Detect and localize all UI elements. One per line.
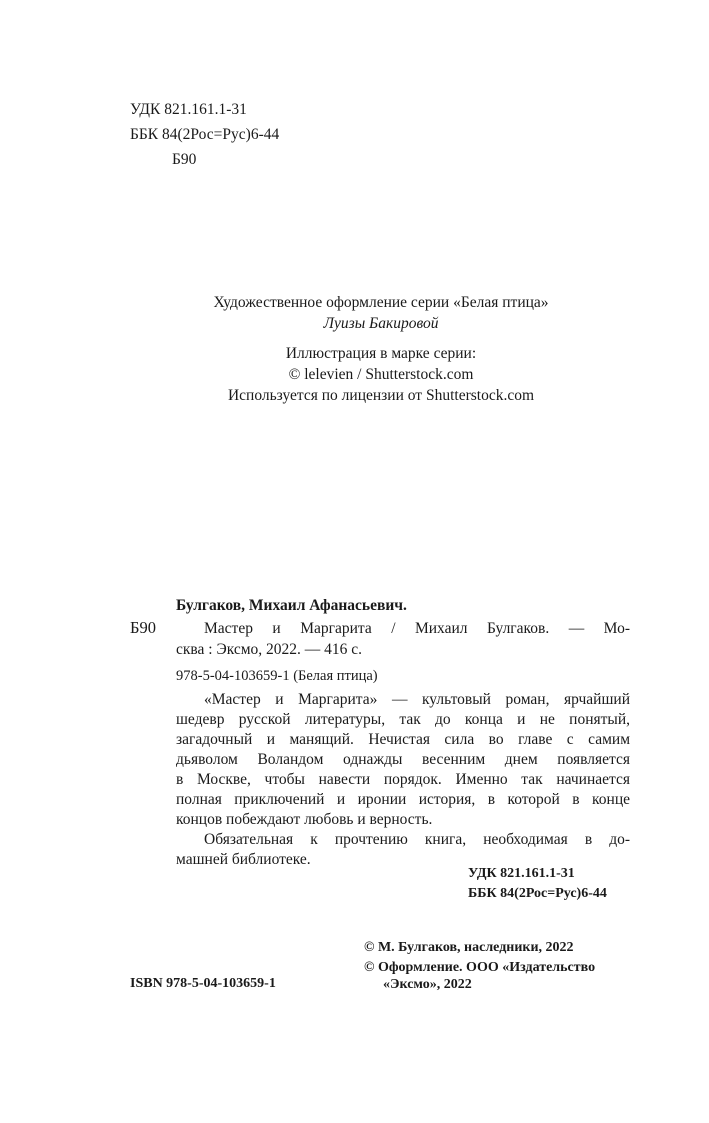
title-line-2: сква : Эксмо, 2022. — 416 с.	[176, 641, 363, 658]
copyright-author: © М. Булгаков, наследники, 2022	[364, 940, 574, 955]
annotation-line: дьяволом Воландом однажды весенним днем появляется	[176, 751, 630, 768]
author-mark: Б90	[130, 618, 156, 637]
designer-name: Луизы Бакировой	[323, 315, 439, 332]
annotation-line: шедевр русской литературы, так до конца и не понятый,	[176, 711, 630, 728]
annotation-line: концов побеждают любовь и верность.	[176, 811, 433, 828]
isbn-series: 978-5-04-103659-1 (Белая птица)	[176, 668, 378, 684]
recommendation-line-2: машней библиотеке.	[176, 851, 311, 868]
copyright-design: © Оформление. ООО «Издательство	[364, 960, 596, 975]
recommendation-line-1: Обязательная к прочтению книга, необходимая в до-	[204, 831, 630, 848]
annotation-line: «Мастер и Маргарита» — культовый роман, ярчайший	[204, 691, 630, 708]
title-line-1: Мастер и Маргарита / Михаил Булгаков. — Мо-	[204, 620, 630, 637]
author-heading: Булгаков, Михаил Афанасьевич.	[176, 597, 407, 614]
udk-code-top: УДК 821.161.1-31	[130, 101, 247, 118]
author-mark-top: Б90	[172, 151, 197, 168]
annotation-line: в Москве, чтобы навести порядок. Именно так начинается	[176, 771, 630, 788]
bbk-code-bottom: ББК 84(2Рос=Рус)6-44	[468, 886, 607, 901]
bbk-code-top: ББК 84(2Рос=Рус)6-44	[130, 126, 280, 143]
annotation-line: загадочный и манящий. Нечистая сила во главе с самим	[176, 731, 630, 748]
illustration-credit: © lelevien / Shutterstock.com	[288, 366, 474, 383]
copyright-publisher: «Эксмо», 2022	[383, 977, 472, 992]
isbn: ISBN 978-5-04-103659-1	[130, 976, 276, 991]
illustration-label: Иллюстрация в марке серии:	[285, 345, 477, 362]
series-design-credit: Художественное оформление серии «Белая птица»	[213, 294, 549, 311]
annotation-line: полная приключений и иронии история, в которой в конце	[176, 791, 630, 808]
udk-code-bottom: УДК 821.161.1-31	[468, 866, 575, 881]
license-note: Используется по лицензии от Shutterstock.com	[227, 387, 535, 404]
